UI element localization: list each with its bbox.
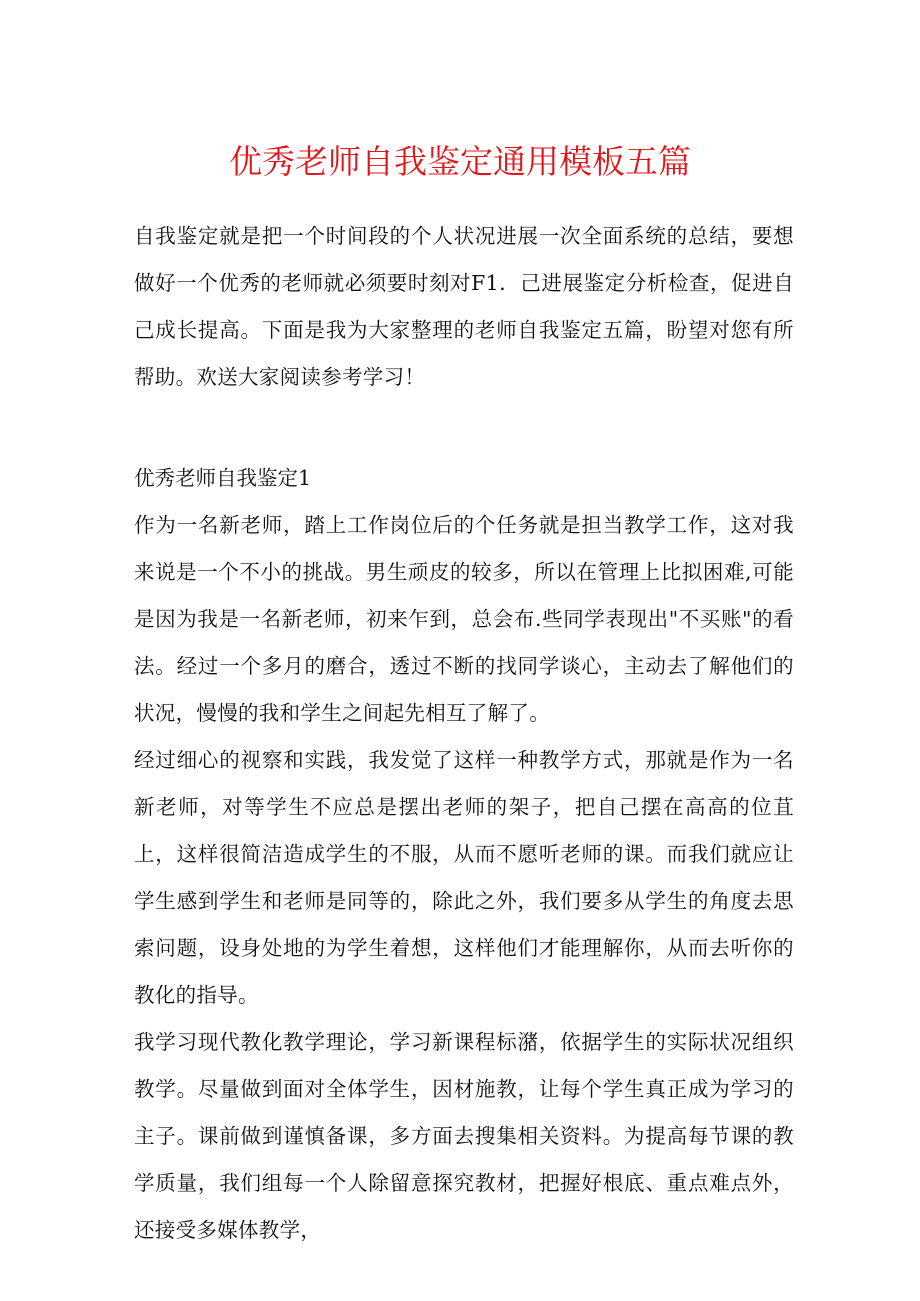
intro-block [134, 213, 794, 401]
document-title: 优秀老师自我鉴定通用模板五篇 [229, 142, 691, 181]
body-paragraph: 我学习现代教化教学理论，学习新课程标潴，依据学生的实际状况组织教学。尽量做到面对全体学生，因材施教，让每个学生真正成为学习的主子。课前做到谨慎备课，多方面去搜集相关资料。为提高每节课的教学质量，我们组每一个人除留意探究教材，把握好根底、重点难点外，还接受多媒体教学， [134, 1030, 794, 1242]
body-paragraph: 经过细心的视察和实践，我发觉了这样一种教学方式，那就是作为一名新老师，对等学生不应总是摆出老师的架子，把自己摆在高高的位苴上，这样很简洁造成学生的不服，从而不愿听老师的课。而我们就应让学生感到学生和老师是同等的，除此之外，我们要多从学生的角度去思索问题，设身处地的为学生着想，这样他们才能理解你，从而去听你的教化的指导。 [134, 748, 794, 1007]
intro-paragraph: 自我鉴定就是把一个时间段的个人状况进展一次全面系统的总结，要想做好一个优秀的老师就必须要时刻对F1．己进展鉴定分析检查，促进自己成长提高。下面是我为大家整理的老师自我鉴定五篇，盼望对您有所帮助。欢送大家阅读参考学习！ [134, 224, 794, 389]
section-body [134, 502, 794, 1254]
section-heading: 优秀老师自我鉴定1 [134, 466, 312, 490]
body-paragraph: 作为一名新老师，踏上工作岗位后的个任务就是担当教学工作，这对我来说是一个不小的挑战。男生顽皮的较多，所以在管理上比拟困难,可能是因为我是一名新老师，初来乍到，总会布.些同学表现出"不买账"的看法。经过一个多月的磨合，透过不断的找同学谈心，主动去了解他们的状况，慢慢的我和学生之间起先相互了解了。 [134, 513, 794, 725]
